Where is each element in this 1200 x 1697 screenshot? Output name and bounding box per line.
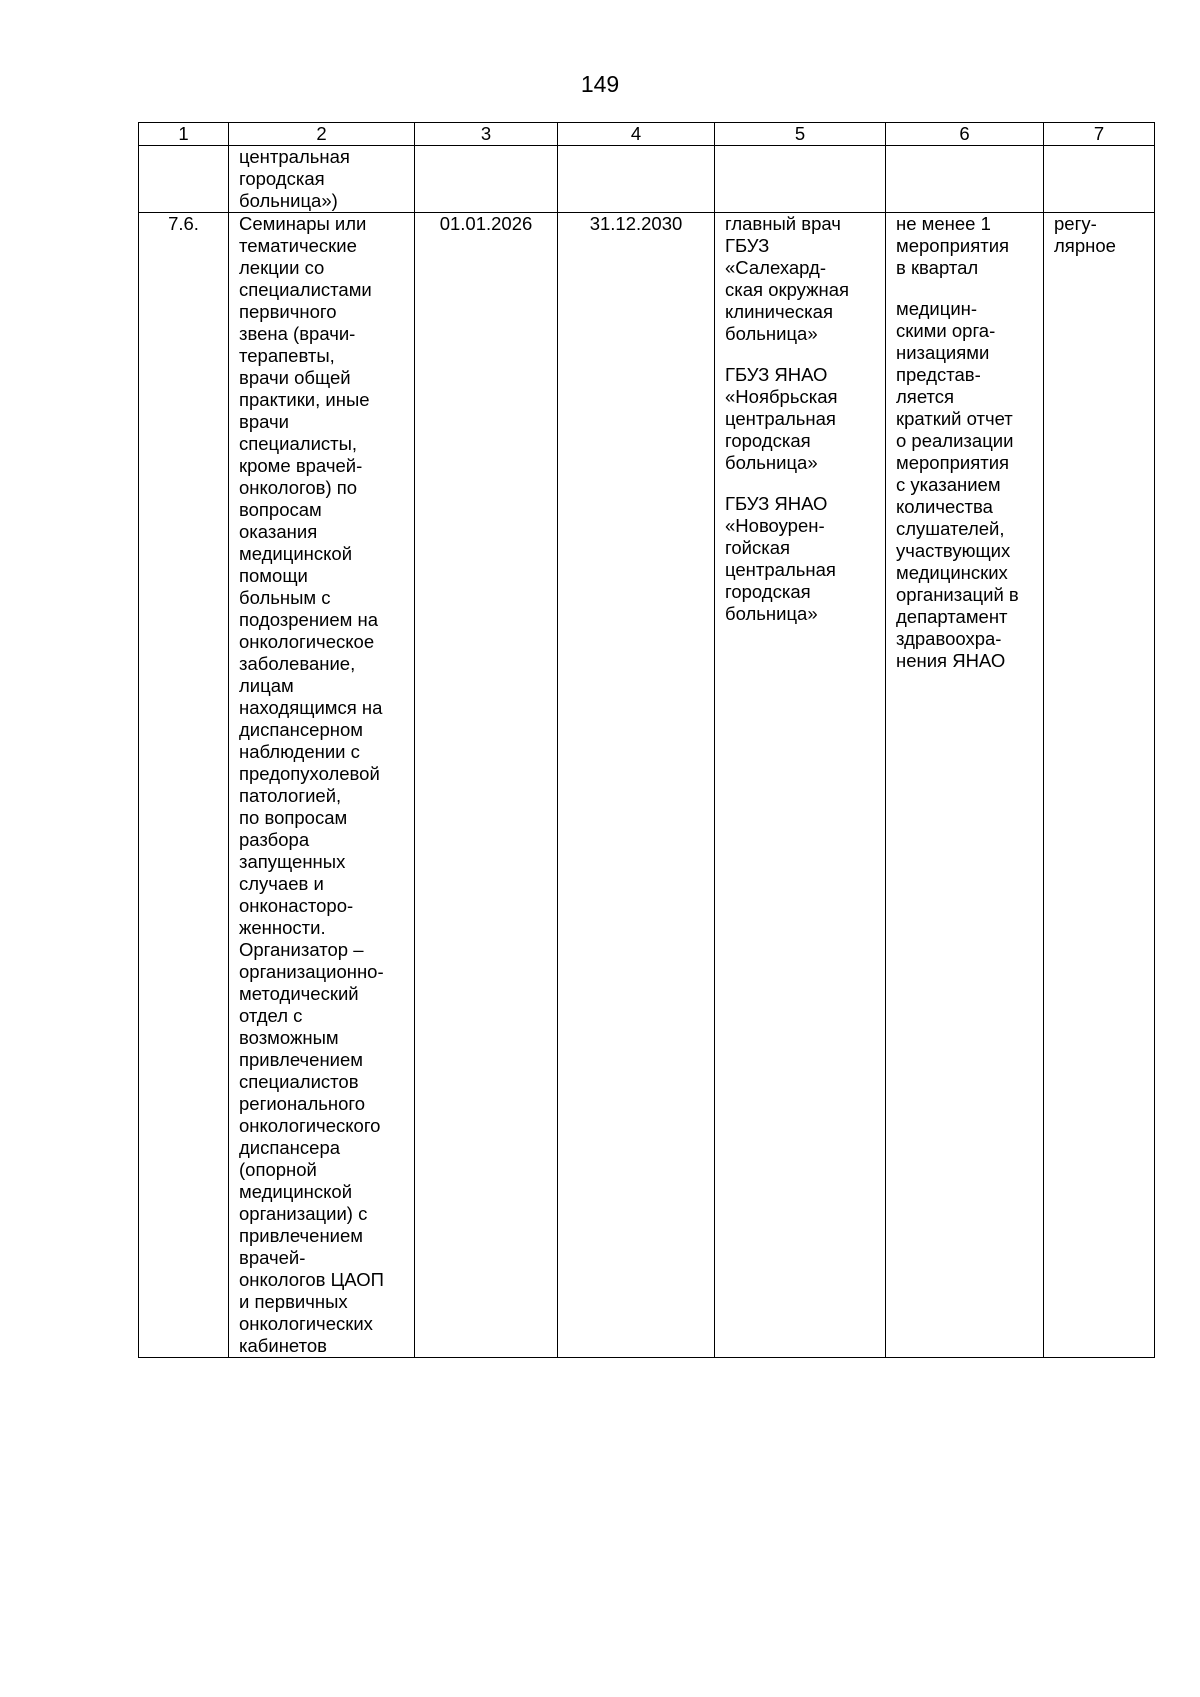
text-line: практики, иные <box>239 389 370 410</box>
continuation-responsible-cell <box>715 146 886 213</box>
text-line: не менее 1 <box>896 213 991 234</box>
text-line: диспансерном <box>239 719 363 740</box>
text-line: привлечением <box>239 1049 363 1070</box>
text-line: звена (врачи- <box>239 323 356 344</box>
text-line: медицинской <box>239 543 353 564</box>
text-line: специалистов <box>239 1071 359 1092</box>
text-line: онкологов ЦАОП <box>239 1269 384 1290</box>
text-line: первичного <box>239 301 337 322</box>
text-line: (опорной <box>239 1159 317 1180</box>
text-line: участвующих <box>896 540 1011 561</box>
text-line: онконасторо- <box>239 895 354 916</box>
text-line: врачи <box>239 411 289 432</box>
text-line: лицам <box>239 675 294 696</box>
continuation-number-cell <box>139 146 229 213</box>
responsible-cell <box>715 213 886 1358</box>
text-line: организационно- <box>239 961 384 982</box>
text-line: скими орга- <box>896 320 996 341</box>
text-line: «Салехард- <box>725 257 826 278</box>
column-header-2: 2 <box>229 123 415 146</box>
continuation-title-cell <box>229 146 415 213</box>
text-line: специалисты, <box>239 433 358 454</box>
column-header-5: 5 <box>715 123 886 146</box>
start-date: 01.01.2026 <box>415 213 558 1358</box>
text-line: ГБУЗ ЯНАО <box>725 364 828 385</box>
text-line: находящимся на <box>239 697 383 718</box>
text-line: вопросам <box>239 499 322 520</box>
responsible-block-2 <box>725 364 875 474</box>
text-line: «Ноябрьская <box>725 386 838 407</box>
text-line: в квартал <box>896 257 979 278</box>
text-line: методический <box>239 983 359 1004</box>
indicator-block-1 <box>896 213 1033 279</box>
responsible-block-1 <box>725 213 875 345</box>
text-line: кабинетов <box>239 1335 327 1356</box>
text-line: регионального <box>239 1093 366 1114</box>
text-line: городская <box>725 581 811 602</box>
text-line: помощи <box>239 565 308 586</box>
table-header-row <box>139 123 1155 146</box>
text-line: терапевты, <box>239 345 335 366</box>
text-line: диспансера <box>239 1137 341 1158</box>
text-line: патологией, <box>239 785 342 806</box>
text-line: больница» <box>725 603 818 624</box>
text-line: ляется <box>896 386 955 407</box>
text-line: департамент <box>896 606 1008 627</box>
table-row-7-6 <box>139 213 1155 1358</box>
text-line: мероприятия <box>896 235 1010 256</box>
text-line: и первичных <box>239 1291 348 1312</box>
text-line: центральная <box>725 559 836 580</box>
text-line: больница» <box>725 323 818 344</box>
text-line: медицин- <box>896 298 978 319</box>
text-line: нения ЯНАО <box>896 650 1006 671</box>
text-line: специалистами <box>239 279 372 300</box>
text-line: больным с <box>239 587 331 608</box>
text-line: мероприятия <box>896 452 1010 473</box>
text-line: медицинских <box>896 562 1008 583</box>
text-line: заболевание, <box>239 653 356 674</box>
text-line: женности. <box>239 917 326 938</box>
text-line: онкологического <box>239 1115 381 1136</box>
text-line: Семинары или <box>239 213 367 234</box>
text-line: регу- <box>1054 213 1097 234</box>
text-line: врачи общей <box>239 367 351 388</box>
text-line: Организатор – <box>239 939 364 960</box>
text-line: представ- <box>896 364 981 385</box>
text-line: лекции со <box>239 257 325 278</box>
text-line: слушателей, <box>896 518 1005 539</box>
text-line: низациями <box>896 342 990 363</box>
text-line: онкологическое <box>239 631 375 652</box>
text-line: оказания <box>239 521 318 542</box>
responsible-block-3 <box>725 493 875 625</box>
measure-title-cell <box>229 213 415 1358</box>
text-line: случаев и <box>239 873 324 894</box>
end-date: 31.12.2030 <box>558 213 715 1358</box>
text-line: онкологических <box>239 1313 373 1334</box>
continuation-indicator-cell <box>886 146 1044 213</box>
text-line: разбора <box>239 829 310 850</box>
text-line: с указанием <box>896 474 1001 495</box>
column-header-6: 6 <box>886 123 1044 146</box>
indicator-block-2 <box>896 298 1033 672</box>
text-line: организации) с <box>239 1203 368 1224</box>
text-line: по вопросам <box>239 807 348 828</box>
text-line: лярное <box>1054 235 1116 256</box>
text-line: наблюдении с <box>239 741 360 762</box>
text-line: запущенных <box>239 851 346 872</box>
text-line: городская <box>725 430 811 451</box>
text-line: здравоохра- <box>896 628 1002 649</box>
text-line: ГБУЗ <box>725 235 770 256</box>
text-line: тематические <box>239 235 357 256</box>
frequency-cell <box>1044 213 1155 1358</box>
text-line: медицинской <box>239 1181 353 1202</box>
text-line: организаций в <box>896 584 1019 605</box>
continuation-start-cell <box>415 146 558 213</box>
text-line: онкологов) по <box>239 477 358 498</box>
text-line: врачей- <box>239 1247 306 1268</box>
column-header-7: 7 <box>1044 123 1155 146</box>
text-line: больница» <box>725 452 818 473</box>
column-header-4: 4 <box>558 123 715 146</box>
continuation-end-cell <box>558 146 715 213</box>
text-line: «Новоурен- <box>725 515 825 536</box>
text-line: привлечением <box>239 1225 363 1246</box>
text-line: клиническая <box>725 301 833 322</box>
column-header-3: 3 <box>415 123 558 146</box>
text-line: центральная <box>725 408 836 429</box>
text-line: кроме врачей- <box>239 455 363 476</box>
indicator-cell <box>886 213 1044 1358</box>
measures-table <box>138 122 1155 1358</box>
column-header-1: 1 <box>139 123 229 146</box>
page-number: 149 <box>580 71 620 97</box>
text-line: отдел с <box>239 1005 303 1026</box>
continuation-row <box>139 146 1155 213</box>
text-line: больница») <box>239 190 338 211</box>
text-line: городская <box>239 168 325 189</box>
text-line: центральная <box>239 146 350 167</box>
text-line: ская окружная <box>725 279 850 300</box>
continuation-frequency-cell <box>1044 146 1155 213</box>
text-line: возможным <box>239 1027 339 1048</box>
text-line: главный врач <box>725 213 841 234</box>
text-line: количества <box>896 496 993 517</box>
text-line: гойская <box>725 537 791 558</box>
text-line: предопухолевой <box>239 763 380 784</box>
text-line: подозрением на <box>239 609 379 630</box>
text-line: ГБУЗ ЯНАО <box>725 493 828 514</box>
row-number: 7.6. <box>139 213 229 1358</box>
text-line: краткий отчет <box>896 408 1013 429</box>
text-line: о реализации <box>896 430 1014 451</box>
